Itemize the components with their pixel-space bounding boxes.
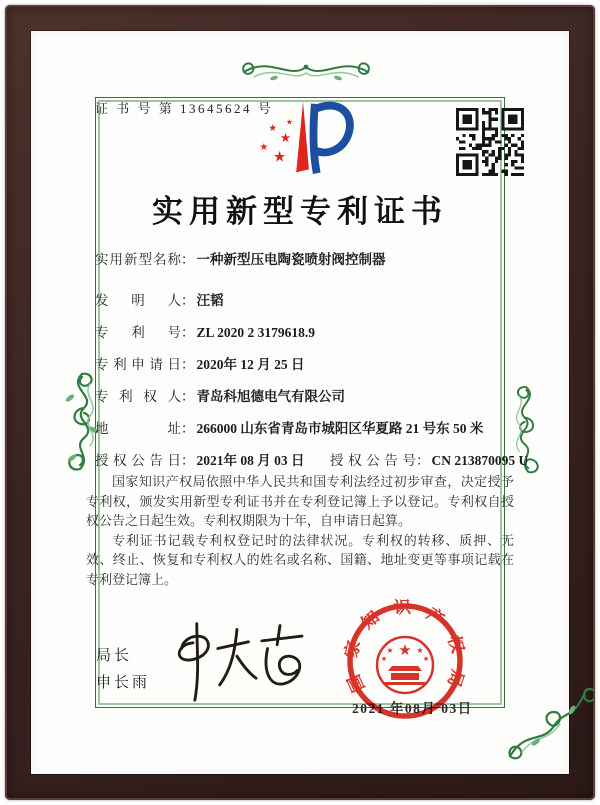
field-value: 266000 山东省青岛市城阳区华夏路 21 号东 50 米 — [196, 421, 484, 436]
field-label: 专利权人 — [95, 389, 181, 404]
field-value: CN 213870095 U — [431, 453, 529, 468]
svg-text:★: ★ — [268, 123, 278, 135]
director-signature — [152, 616, 320, 704]
director-title: 局长 — [96, 647, 133, 664]
field-label: 授权公告日 — [95, 453, 181, 468]
qr-code-icon — [456, 108, 524, 176]
field-label: 授权公告号 — [330, 453, 416, 468]
svg-text:★: ★ — [386, 646, 394, 655]
field-value: ZL 2020 2 3179618.9 — [196, 325, 316, 340]
director-block — [96, 642, 150, 696]
field-row-grant-date: 授权公告日： 2021年 08 月 03 日 — [95, 449, 305, 469]
field-row-inventor: 发明人： 汪韬 — [95, 289, 224, 309]
svg-text:★: ★ — [285, 117, 293, 127]
field-value: 汪韬 — [196, 293, 224, 308]
cnipa-logo-icon — [246, 96, 364, 184]
field-value: 一种新型压电陶瓷喷射阀控制器 — [196, 252, 386, 267]
field-label: 实用新型名称 — [95, 252, 181, 267]
legal-paragraph-1: 国家知识产权局依照中华人民共和国专利法经过初步审查，决定授予专利权，颁发实用新型专利证书并在专利登记簿上予以登记。专利权自授权公告之日起生效。专利权期限为十年，自申请日起算。 — [86, 474, 514, 528]
flourish-corner-icon — [502, 678, 594, 762]
seal-date: 2021 年08月 03日 — [352, 701, 473, 716]
director-name: 申长雨 — [96, 674, 151, 691]
svg-text:★: ★ — [416, 646, 424, 655]
svg-text:★: ★ — [380, 655, 388, 663]
field-row-filing-date: 专利申请日： 2020年 12 月 25 日 — [95, 353, 305, 373]
field-row-patent-no: 专利号： ZL 2020 2 3179618.9 — [95, 321, 315, 341]
certificate-number: 证 书 号 第 13645624 号 — [95, 101, 274, 116]
field-value: 2021年 08 月 03 日 — [196, 453, 305, 468]
field-value: 青岛科旭德电气有限公司 — [196, 389, 345, 404]
field-row-patentee: 专利权人： 青岛科旭德电气有限公司 — [95, 385, 345, 405]
svg-text:★: ★ — [259, 141, 269, 153]
legal-paragraph-2: 专利证书记载专利权登记时的法律状况。专利权的转移、质押、无效、终止、恢复和专利权人的姓名或名称、国籍、地址变更等事项记载在专利登记簿上。 — [86, 532, 514, 587]
official-seal-icon — [335, 591, 475, 731]
field-label: 专利申请日 — [95, 357, 181, 372]
field-row-address: 地址： 266000 山东省青岛市城阳区华夏路 21 号东 50 米 — [95, 417, 483, 437]
field-label: 专利号 — [95, 325, 181, 340]
page-title: 实用新型专利证书 — [152, 194, 448, 229]
svg-text:★: ★ — [273, 148, 287, 166]
field-label: 发明人 — [95, 293, 181, 308]
flourish-top-icon — [238, 52, 374, 86]
field-row-grant-no: 授权公告号： CN 213870095 U — [330, 449, 528, 469]
svg-text:★: ★ — [398, 641, 412, 659]
svg-text:★: ★ — [422, 655, 430, 663]
legal-text — [86, 472, 514, 589]
svg-text:★: ★ — [279, 129, 292, 145]
field-value: 2020年 12 月 25 日 — [196, 357, 305, 372]
field-row-name: 实用新型名称： 一种新型压电陶瓷喷射阀控制器 — [95, 248, 386, 268]
field-label: 地址 — [95, 421, 181, 436]
seal-text: 国家知识产权局 — [341, 597, 468, 696]
